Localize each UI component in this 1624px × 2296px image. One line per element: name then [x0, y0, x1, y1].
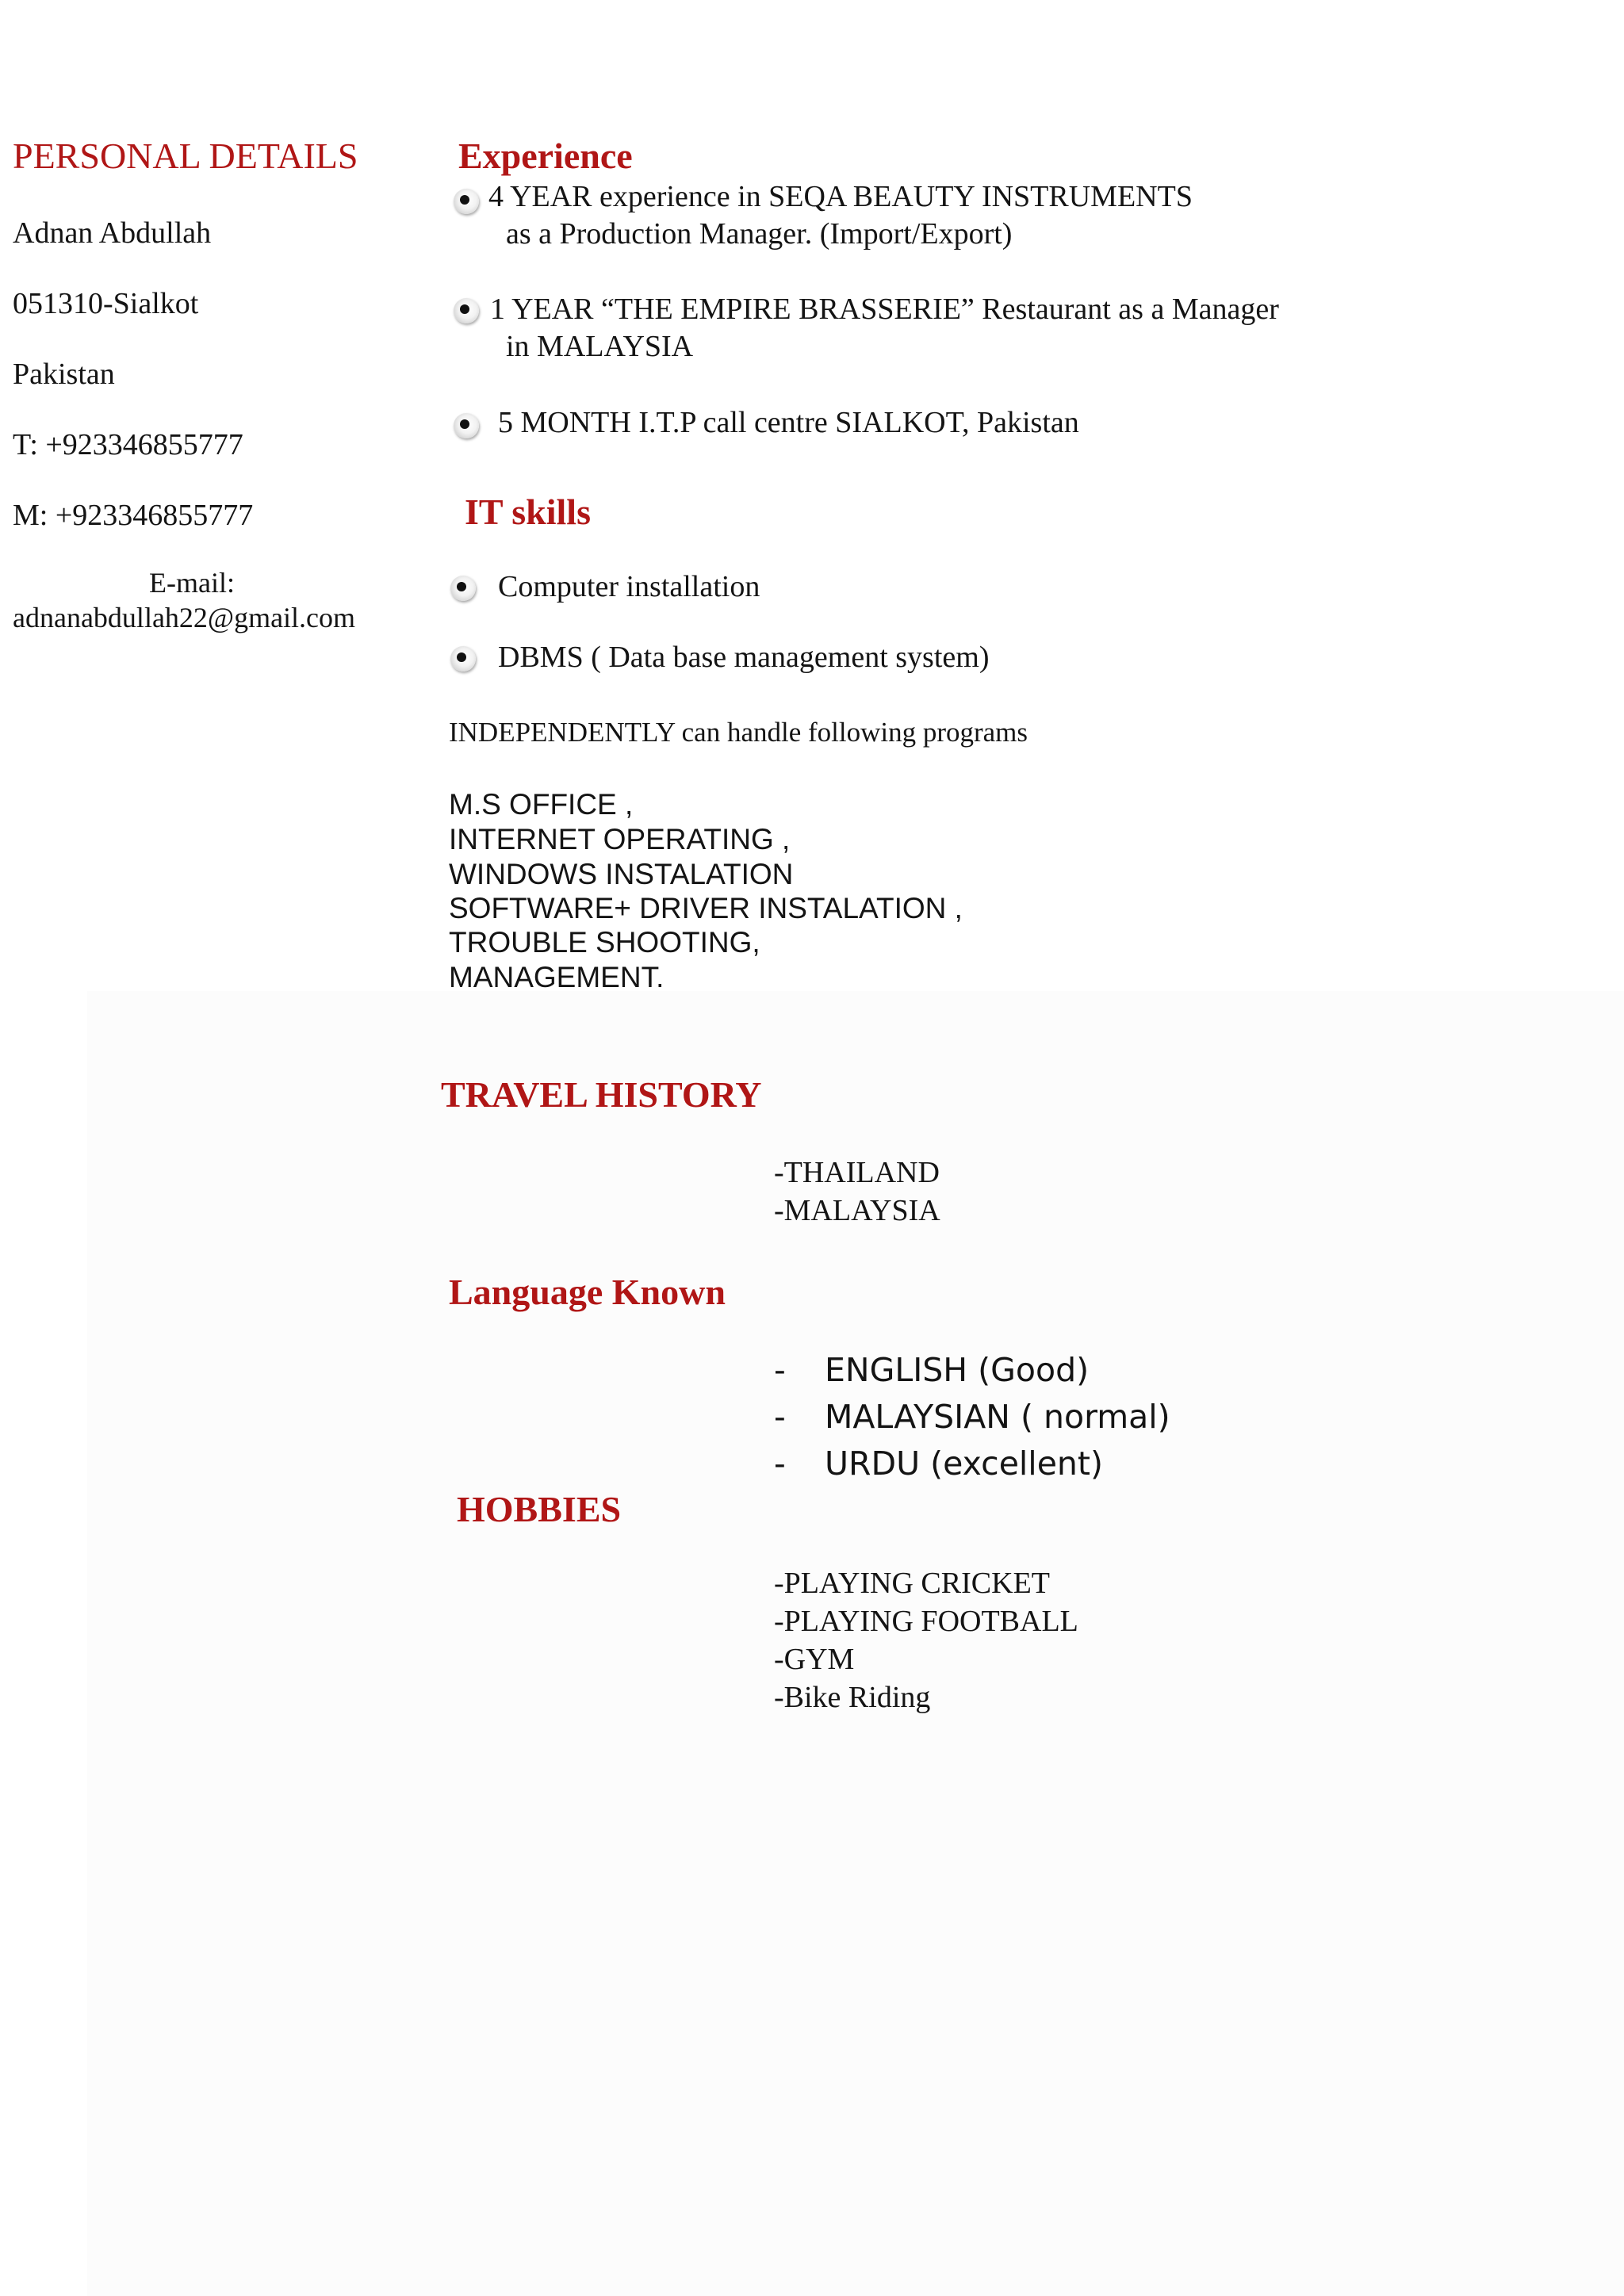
- language-label: MALAYSIAN ( normal): [825, 1398, 1170, 1436]
- hobbies-heading: HOBBIES: [457, 1489, 622, 1529]
- it-skills-heading: IT skills: [465, 492, 591, 532]
- program-item: INTERNET OPERATING ,: [449, 823, 791, 855]
- experience-item-1-line2: as a Production Manager. (Import/Export): [506, 217, 1013, 251]
- bullet-icon: [450, 646, 476, 672]
- language-known-heading: Language Known: [449, 1272, 726, 1312]
- language-label: URDU (excellent): [825, 1445, 1103, 1483]
- it-skill-item-1: Computer installation: [498, 570, 760, 603]
- email-value: adnanabdullah22@gmail.com: [13, 602, 356, 633]
- bullet-icon: [450, 576, 476, 601]
- program-item: TROUBLE SHOOTING,: [449, 926, 760, 959]
- bullet-icon: [454, 298, 479, 323]
- it-skills-intro: INDEPENDENTLY can handle following programs: [449, 717, 1028, 748]
- it-skill-item-2: DBMS ( Data base management system): [498, 641, 990, 674]
- travel-history-heading: TRAVEL HISTORY: [441, 1074, 762, 1115]
- hobby-item: -PLAYING FOOTBALL: [774, 1605, 1078, 1638]
- personal-phone: T: +923346855777: [13, 428, 243, 461]
- language-item: [774, 1351, 1089, 1389]
- email-label: E-mail:: [149, 567, 235, 599]
- program-item: MANAGEMENT.: [449, 961, 665, 993]
- language-label: ENGLISH (Good): [825, 1351, 1090, 1389]
- travel-item: -THAILAND: [774, 1156, 940, 1189]
- personal-country: Pakistan: [13, 358, 115, 391]
- experience-item-2-line1: 1 YEAR “THE EMPIRE BRASSERIE” Restaurant as a Manager: [490, 293, 1279, 326]
- language-dash: -: [774, 1398, 786, 1436]
- hobby-item: -Bike Riding: [774, 1681, 931, 1714]
- program-item: WINDOWS INSTALATION: [449, 858, 794, 890]
- language-item: [774, 1445, 1103, 1483]
- program-item: M.S OFFICE ,: [449, 788, 634, 821]
- experience-item-1-line1: 4 YEAR experience in SEQA BEAUTY INSTRUMENTS: [488, 180, 1193, 213]
- language-dash: -: [774, 1445, 786, 1483]
- personal-name: Adnan Abdullah: [13, 216, 212, 250]
- personal-postal: 051310-Sialkot: [13, 287, 199, 320]
- language-dash: -: [774, 1351, 786, 1389]
- hobby-item: -PLAYING CRICKET: [774, 1567, 1050, 1600]
- experience-item-3: 5 MONTH I.T.P call centre SIALKOT, Pakistan: [498, 406, 1079, 439]
- bullet-icon: [454, 413, 479, 438]
- program-item: SOFTWARE+ DRIVER INSTALATION ,: [449, 892, 963, 924]
- bullet-icon: [454, 189, 479, 214]
- experience-item-2-line2: in MALAYSIA: [506, 330, 694, 363]
- hobby-item: -GYM: [774, 1643, 855, 1676]
- language-item: [774, 1398, 1170, 1436]
- personal-mobile: M: +923346855777: [13, 499, 254, 532]
- personal-details-heading: PERSONAL DETAILS: [13, 136, 358, 176]
- travel-item: -MALAYSIA: [774, 1194, 940, 1227]
- experience-heading: Experience: [458, 136, 633, 176]
